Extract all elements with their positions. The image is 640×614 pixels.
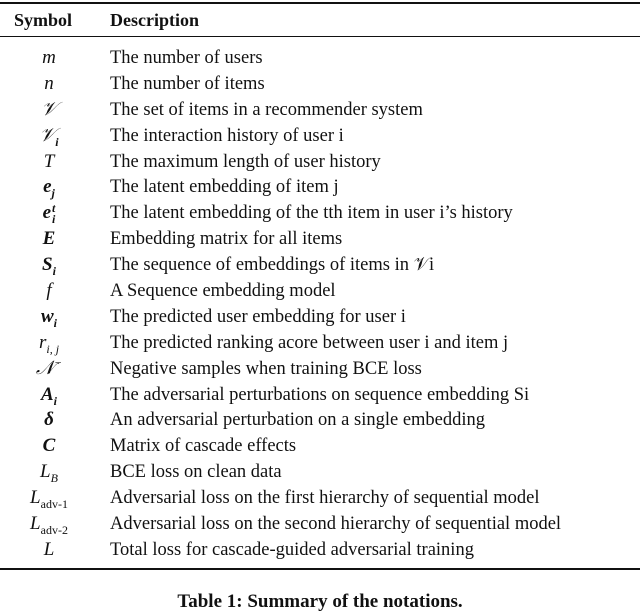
- symbol-cell: $L_{adv-1}$: [30, 487, 68, 511]
- symbol-cell: $r_{i, j}$: [38, 331, 60, 356]
- table-header-rule: [0, 36, 640, 37]
- table-caption: Table 1: Summary of the notations.: [177, 591, 463, 612]
- symbol-cell: $L_{adv-2}$: [30, 513, 68, 537]
- description-cell: The latent embedding of item j: [110, 177, 339, 198]
- description-cell: The maximum length of user history: [110, 151, 381, 172]
- symbol-cell: $L_B$: [40, 461, 58, 486]
- table-row: [0, 383, 640, 409]
- table-row: [0, 46, 640, 72]
- symbol-cell: $w_i$: [40, 305, 58, 330]
- header-symbol: Symbol: [14, 10, 73, 30]
- description-cell: The number of items: [110, 73, 265, 94]
- description-cell: Total loss for cascade-guided adversarial training: [110, 539, 474, 560]
- table-row: [0, 331, 640, 357]
- symbol-cell: m: [42, 47, 56, 68]
- table-row: [0, 357, 640, 383]
- description-cell: The predicted ranking acore between user i and item j: [110, 332, 509, 353]
- notation-table-body: [0, 46, 640, 564]
- symbol-cell: 𝒱$_i$: [39, 124, 59, 149]
- table-row: [0, 279, 640, 305]
- table-row: [0, 460, 640, 486]
- symbol-cell: e t i: [42, 200, 56, 226]
- description-cell: The latent embedding of the tth item in user i’s history: [110, 203, 513, 224]
- symbol-cell: δ: [44, 409, 54, 431]
- table-row: [0, 175, 640, 201]
- description-cell: The predicted user embedding for user i: [110, 306, 406, 327]
- symbol-cell: E: [42, 228, 56, 250]
- table-row: [0, 72, 640, 98]
- table-row: [0, 227, 640, 253]
- table-row: [0, 150, 640, 176]
- description-cell: The set of items in a recommender system: [110, 99, 423, 120]
- table-row: [0, 434, 640, 460]
- symbol-cell: L: [43, 538, 55, 560]
- description-cell: The number of users: [110, 48, 263, 68]
- description-cell: Adversarial loss on the second hierarchy of sequential model: [110, 514, 562, 535]
- symbol-cell: $A_i$: [40, 383, 58, 408]
- table-row: [0, 486, 640, 512]
- table-top-rule: [0, 2, 640, 4]
- symbol-cell: $e_j$: [43, 176, 55, 201]
- header-description: Description: [110, 10, 199, 30]
- description-cell: A Sequence embedding model: [110, 281, 336, 302]
- symbol-cell: T: [43, 150, 55, 172]
- table-bottom-rule: [0, 568, 640, 570]
- description-cell: The interaction history of user i: [110, 125, 344, 146]
- table-row: [0, 98, 640, 124]
- symbol-cell: n: [44, 72, 54, 94]
- table-row: [0, 253, 640, 279]
- description-cell: Matrix of cascade effects: [110, 436, 297, 457]
- table-row: [0, 512, 640, 538]
- description-cell: The sequence of embeddings of items in 𝒱i: [110, 255, 435, 276]
- symbol-cell: $S_i$: [42, 254, 56, 278]
- description-cell: Embedding matrix for all items: [110, 229, 343, 250]
- description-cell: An adversarial perturbation on a single embedding: [110, 410, 486, 431]
- table-row: [0, 538, 640, 564]
- description-cell: Negative samples when training BCE loss: [110, 358, 422, 379]
- table-row: [0, 124, 640, 150]
- table-row: [0, 408, 640, 434]
- table-row: [0, 201, 640, 227]
- table-row: [0, 305, 640, 331]
- symbol-cell: 𝒩−: [35, 355, 63, 379]
- description-cell: BCE loss on clean data: [110, 462, 282, 483]
- symbol-cell: 𝒱: [41, 98, 57, 120]
- symbol-cell: C: [42, 435, 56, 457]
- description-cell: Adversarial loss on the first hierarchy of sequential model: [110, 488, 540, 509]
- symbol-cell: f: [46, 280, 52, 302]
- description-cell: The adversarial perturbations on sequence embedding Si: [110, 384, 530, 405]
